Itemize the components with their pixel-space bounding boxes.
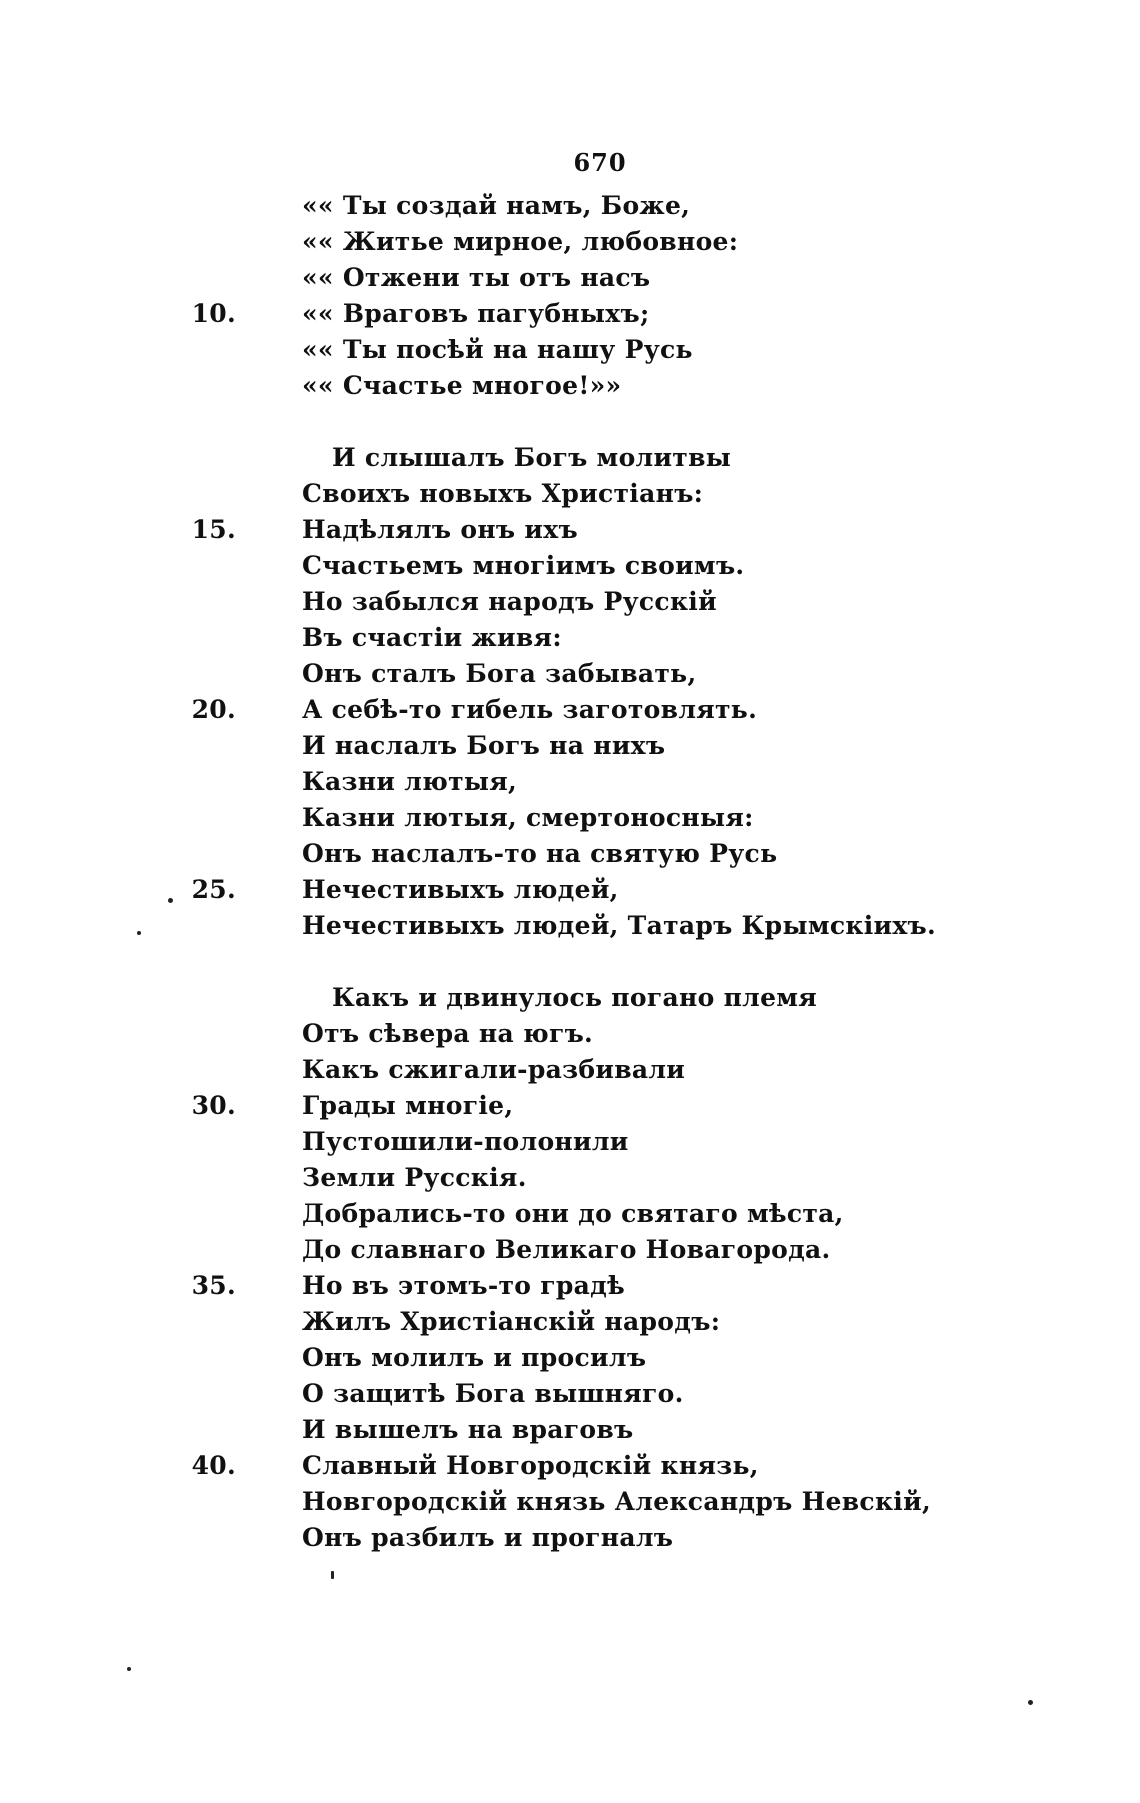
verse-line	[240, 260, 1040, 296]
verse-line	[191, 1448, 1040, 1484]
verse-text: Грады многіе,	[302, 1091, 514, 1120]
verse-text: Надѣлялъ онъ ихъ	[302, 515, 578, 544]
verse-line	[240, 980, 1040, 1016]
stanza	[191, 980, 1040, 1556]
verse-text: Жилъ Христіанскій народъ:	[302, 1307, 721, 1336]
verse-text: «« Ты посѣй на нашу Русь	[302, 335, 693, 364]
verse-text: О защитѣ Бога вышняго.	[302, 1379, 684, 1408]
verse-line	[191, 692, 1040, 728]
line-number: 35.	[191, 1271, 236, 1300]
verse-text: Славный Новгородскій князь,	[302, 1451, 759, 1480]
verse-line	[240, 620, 1040, 656]
verse-line	[240, 1016, 1040, 1052]
verse-text: Добрались-то они до святаго мѣста,	[302, 1199, 844, 1228]
verse-line	[240, 440, 1040, 476]
stanza	[191, 440, 1040, 944]
verse-line	[240, 908, 1040, 944]
print-speck	[331, 1571, 334, 1579]
print-speck	[137, 931, 141, 935]
verse-line	[240, 656, 1040, 692]
verse-text: Онъ разбилъ и прогналъ	[302, 1523, 674, 1552]
verse-line	[240, 1520, 1040, 1556]
verse-text: «« Ты создай намъ, Боже,	[302, 191, 691, 220]
verse-text: «« Отжени ты отъ насъ	[302, 263, 651, 292]
verse-text: Отъ сѣвера на югъ.	[302, 1019, 594, 1048]
verse-text: Своихъ новыхъ Христіанъ:	[302, 479, 704, 508]
line-number: 20.	[191, 695, 236, 724]
verse-line	[191, 512, 1040, 548]
verse-text: И наслалъ Богъ на нихъ	[302, 731, 666, 760]
verse-line	[240, 1304, 1040, 1340]
verse-line	[240, 1412, 1040, 1448]
verse-text: «« Житье мирное, любовное:	[302, 227, 739, 256]
line-number: 15.	[191, 515, 236, 544]
verse-line	[240, 728, 1040, 764]
verse-line	[240, 188, 1040, 224]
verse-text: Онъ наслалъ-то на святую Русь	[302, 839, 778, 868]
print-speck	[127, 1667, 131, 1671]
verse-text: И вышелъ на враговъ	[302, 1415, 634, 1444]
verse-text: «« Счастье многое!»»	[302, 371, 622, 400]
verse-text: Въ счастіи живя:	[302, 623, 562, 652]
verse-text: Счастьемъ многіимъ своимъ.	[302, 551, 745, 580]
verse-text: Новгородскій князь Александръ Невскій,	[302, 1487, 931, 1516]
stanza	[191, 188, 1040, 404]
verse-line	[191, 1088, 1040, 1124]
verse-line	[191, 296, 1040, 332]
verse-text: Нечестивыхъ людей,	[302, 875, 619, 904]
verse-text: Какъ сжигали-разбивали	[302, 1055, 686, 1084]
verse-line	[240, 1052, 1040, 1088]
verse-text: Нечестивыхъ людей, Татаръ Крымскіихъ.	[302, 911, 937, 940]
verse-line	[191, 872, 1040, 908]
verse-text: Казни лютыя, смертоносныя:	[302, 803, 754, 832]
verse-text: Но забылся народъ Русскій	[302, 587, 717, 616]
poem-body	[191, 188, 1040, 1556]
verse-text: И слышалъ Богъ молитвы	[332, 443, 732, 472]
verse-line	[240, 800, 1040, 836]
line-number: 40.	[191, 1451, 236, 1480]
print-speck	[1028, 1700, 1033, 1705]
verse-text: Но въ этомъ-то градѣ	[302, 1271, 626, 1300]
verse-line	[240, 548, 1040, 584]
verse-line	[240, 368, 1040, 404]
verse-text: Земли Русскія.	[302, 1163, 527, 1192]
verse-line	[240, 1484, 1040, 1520]
verse-text: А себѣ-то гибель заготовлять.	[302, 695, 758, 724]
verse-line	[240, 764, 1040, 800]
verse-text: Какъ и двинулось погано племя	[332, 983, 818, 1012]
verse-line	[240, 1160, 1040, 1196]
verse-line	[240, 836, 1040, 872]
verse-line	[240, 1196, 1040, 1232]
line-number: 10.	[191, 299, 236, 328]
verse-line	[191, 1268, 1040, 1304]
verse-line	[240, 1376, 1040, 1412]
verse-line	[240, 584, 1040, 620]
line-number: 30.	[191, 1091, 236, 1120]
verse-line	[240, 332, 1040, 368]
verse-line	[240, 224, 1040, 260]
verse-text: Пустошили-полонили	[302, 1127, 629, 1156]
line-number: 25.	[191, 875, 236, 904]
verse-line	[240, 1340, 1040, 1376]
verse-text: «« Враговъ пагубныхъ;	[302, 299, 650, 328]
verse-line	[240, 1124, 1040, 1160]
verse-line	[240, 1232, 1040, 1268]
page-number: 670	[573, 148, 627, 177]
verse-text: До славнаго Великаго Новагорода.	[302, 1235, 831, 1264]
verse-line	[240, 476, 1040, 512]
verse-text: Онъ сталъ Бога забывать,	[302, 659, 697, 688]
verse-text: Онъ молилъ и просилъ	[302, 1343, 647, 1372]
print-speck	[168, 898, 173, 903]
verse-text: Казни лютыя,	[302, 767, 518, 796]
